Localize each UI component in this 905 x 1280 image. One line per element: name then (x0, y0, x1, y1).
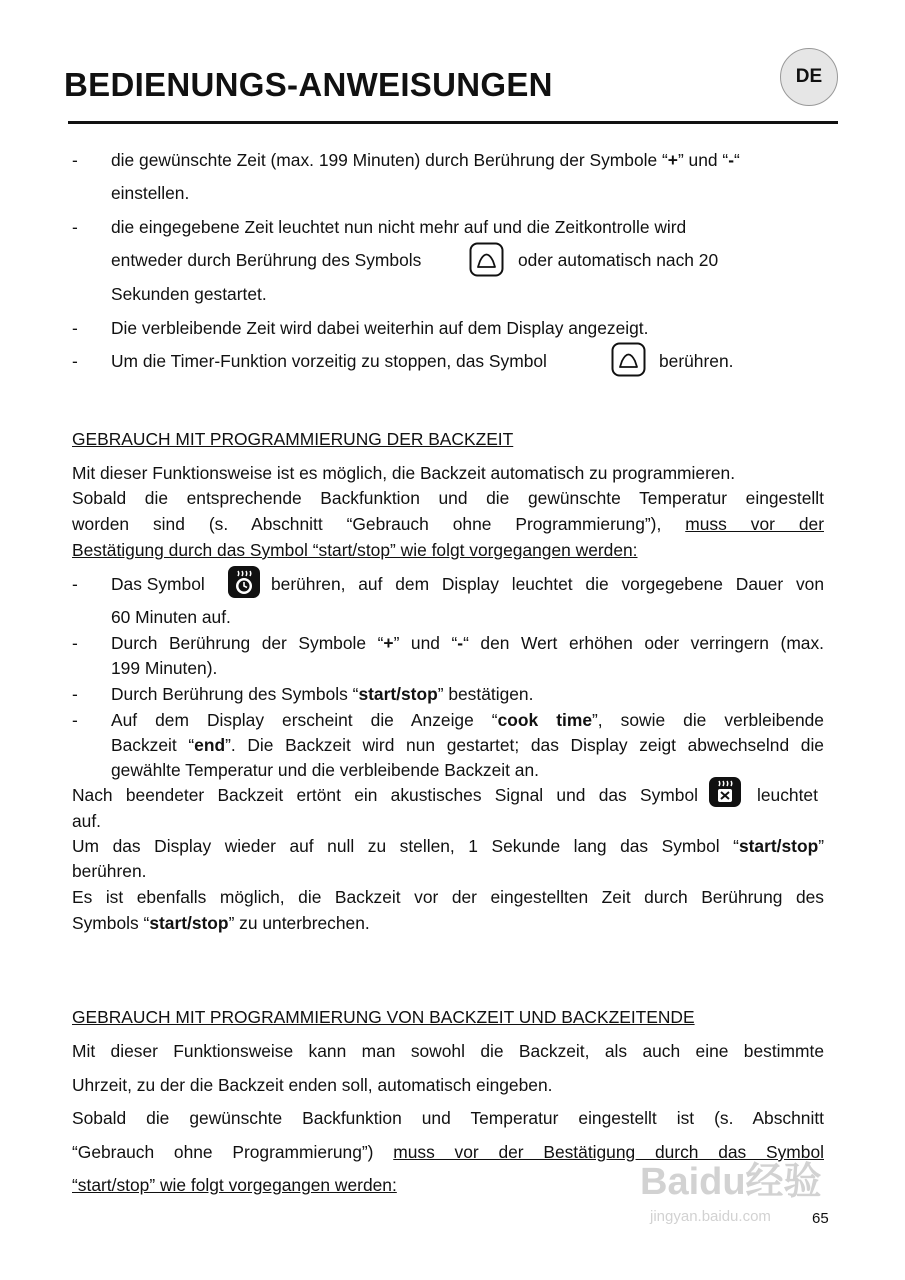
section-1-p3c: auf. (72, 811, 102, 831)
item-1b: berühren, auf dem Display leuchtet die vorgegebene Dauer von (271, 574, 824, 594)
bullet-dash: - (72, 150, 78, 170)
bullet-dash: - (72, 217, 78, 237)
item-1c: 60 Minuten auf. (111, 607, 231, 627)
section-1-p3a: Nach beendeter Backzeit ertönt ein akustisches Signal und das Symbol (72, 785, 698, 805)
section-1-p1: Mit dieser Funktionsweise ist es möglich, die Backzeit automatisch zu programmieren. (72, 463, 736, 483)
start-stop-icon (611, 342, 646, 377)
bullet-dash: - (72, 351, 78, 371)
page-number: 65 (812, 1210, 829, 1227)
section-1-p4-line-2: berühren. (72, 861, 147, 881)
cook-time-icon (227, 565, 261, 599)
section-1-p5-line-2: Symbols “start/stop” zu unterbrechen. (72, 913, 370, 933)
section-2-p2-line-2: “Gebrauch ohne Programmierung”) muss vor der Bestätigung durch das Symbol (72, 1142, 824, 1162)
bullet-2-line-3: Sekunden gestartet. (111, 284, 267, 304)
item-1a: Das Symbol (111, 574, 205, 594)
section-1-p3b: leuchtet (757, 785, 818, 805)
end-signal-icon (708, 776, 742, 808)
bullet-4b: berühren. (659, 351, 734, 371)
start-stop-icon (469, 242, 504, 277)
section-2-p2-line-1: Sobald die gewünschte Backfunktion und Temperatur eingestellt ist (s. Abschnitt (72, 1108, 824, 1128)
language-badge: DE (780, 48, 838, 106)
bullet-3: Die verbleibende Zeit wird dabei weiterhin auf dem Display angezeigt. (111, 318, 649, 338)
section-1-p2-line-1: Sobald die entsprechende Backfunktion und die gewünschte Temperatur eingestellt (72, 488, 824, 508)
item-2-line-1: Durch Berührung der Symbole “+” und “-“ den Wert erhöhen oder verringern (max. (111, 633, 825, 653)
bullet-1-line-1: die gewünschte Zeit (max. 199 Minuten) durch Berührung der Symbole “+” und “-“ (111, 150, 740, 170)
section-2-p2-line-3: “start/stop” wie folgt vorgegangen werden: (72, 1175, 397, 1195)
section-1-heading: GEBRAUCH MIT PROGRAMMIERUNG DER BACKZEIT (72, 429, 514, 449)
page-title: BEDIENUNGS-ANWEISUNGEN (64, 66, 553, 103)
bullet-4a: Um die Timer-Funktion vorzeitig zu stoppen, das Symbol (111, 351, 547, 371)
baidu-watermark-logo: Baidu经验 (640, 1161, 822, 1203)
bullet-2-line-1: die eingegebene Zeit leuchtet nun nicht mehr auf und die Zeitkontrolle wird (111, 217, 687, 237)
bullet-dash: - (72, 684, 78, 704)
bullet-dash: - (72, 574, 78, 594)
section-1-p5-line-1: Es ist ebenfalls möglich, die Backzeit vor der eingestellten Zeit durch Berührung des (72, 887, 824, 907)
header-rule (68, 121, 838, 124)
section-2-p1-line-1: Mit dieser Funktionsweise kann man sowohl die Backzeit, als auch eine bestimmte (72, 1041, 824, 1061)
baidu-watermark-url: jingyan.baidu.com (650, 1208, 771, 1225)
bullet-2-line-2a: entweder durch Berührung des Symbols (111, 250, 422, 270)
bullet-dash: - (72, 318, 78, 338)
item-3: Durch Berührung des Symbols “start/stop” bestätigen. (111, 684, 534, 704)
bullet-dash: - (72, 710, 78, 730)
bullet-1-line-2: einstellen. (111, 183, 190, 203)
section-1-p2-line-2: worden sind (s. Abschnitt “Gebrauch ohne Programmierung”), muss vor der (72, 514, 824, 534)
section-2-p1-line-2: Uhrzeit, zu der die Backzeit enden soll, automatisch eingeben. (72, 1075, 553, 1095)
bullet-dash: - (72, 633, 78, 653)
bullet-2-line-2b: oder automatisch nach 20 (518, 250, 719, 270)
section-1-p4-line-1: Um das Display wieder auf null zu stellen, 1 Sekunde lang das Symbol “start/stop” (72, 836, 824, 856)
section-2-heading: GEBRAUCH MIT PROGRAMMIERUNG VON BACKZEIT UND BACKZEITENDE (72, 1007, 695, 1027)
item-4-line-3: gewählte Temperatur und die verbleibende Backzeit an. (111, 760, 539, 780)
section-1-p2-line-3: Bestätigung durch das Symbol “start/stop” wie folgt vorgegangen werden: (72, 540, 638, 560)
item-2-line-2: 199 Minuten). (111, 658, 218, 678)
item-4-line-2: Backzeit “end”. Die Backzeit wird nun gestartet; das Display zeigt abwechselnd die (111, 735, 824, 755)
item-4-line-1: Auf dem Display erscheint die Anzeige “cook time”, sowie die verbleibende (111, 710, 824, 730)
